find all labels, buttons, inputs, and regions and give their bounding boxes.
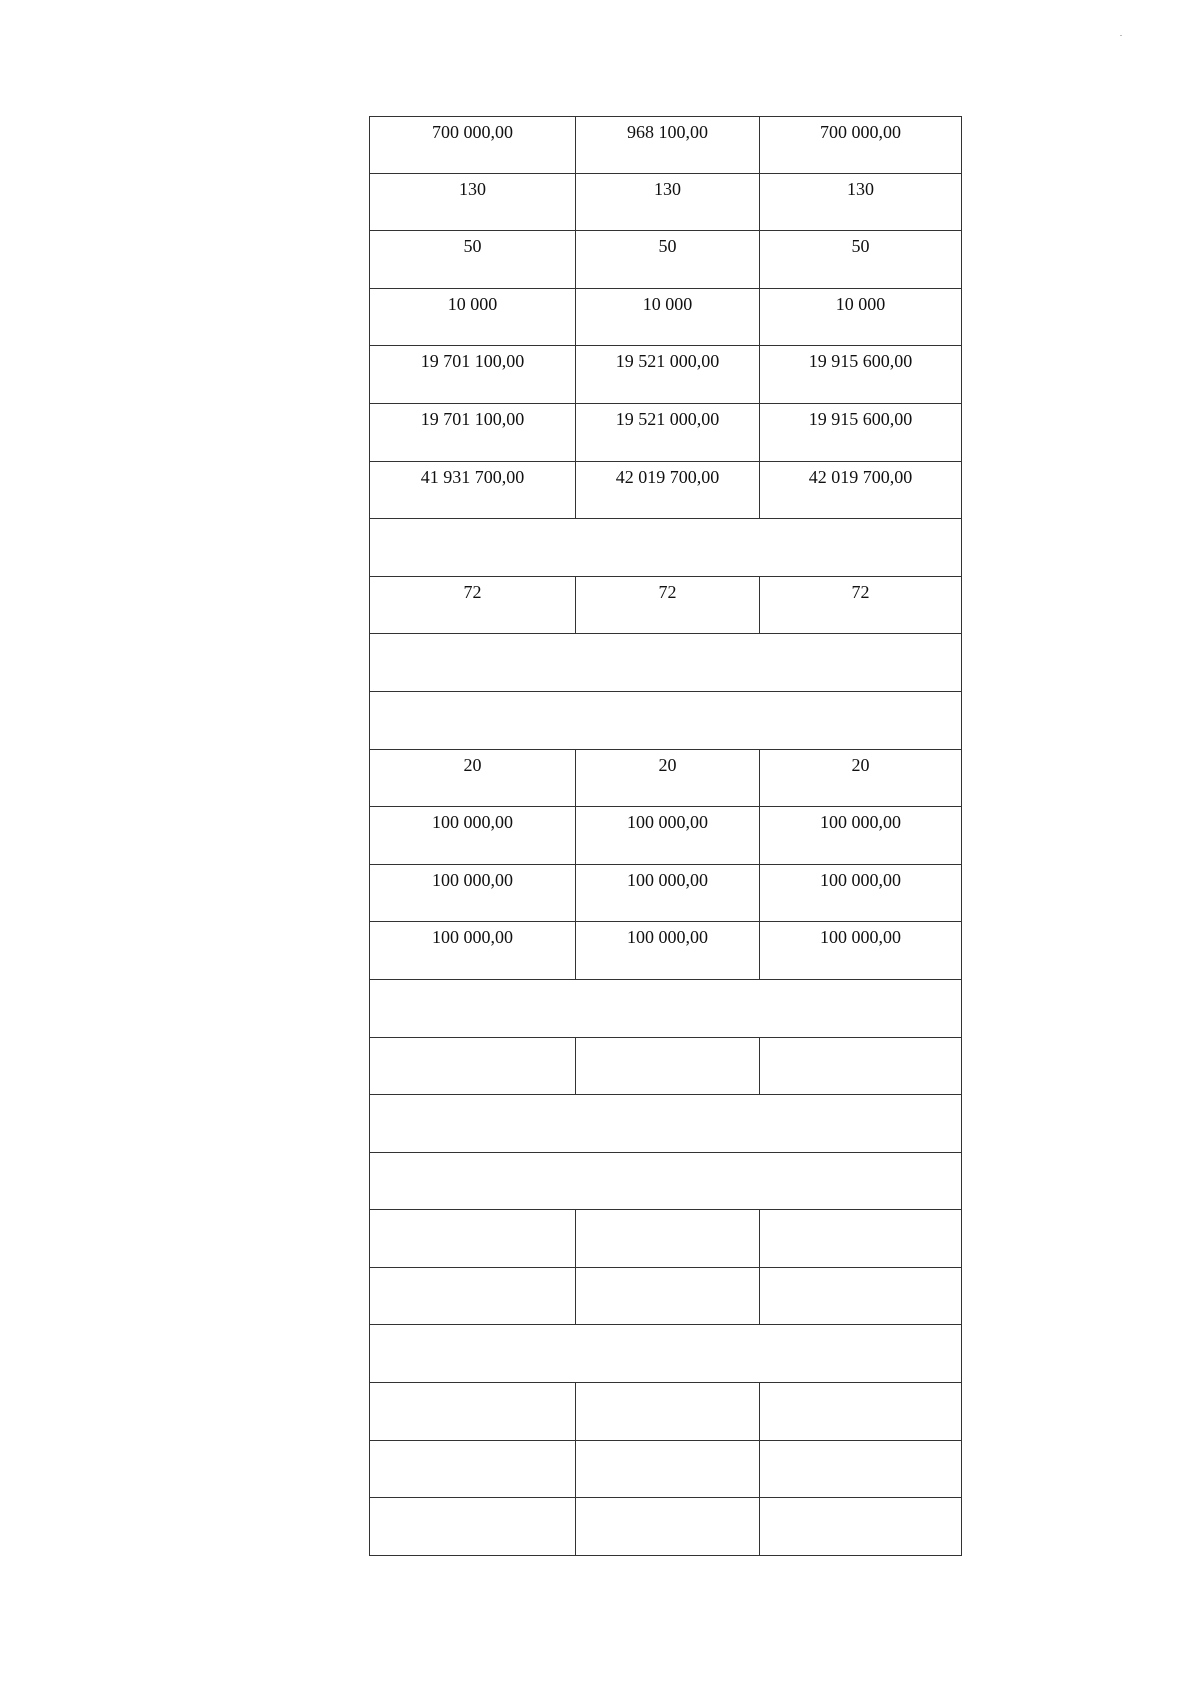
table-cell: 100 000,00 (576, 865, 760, 922)
table-cell: 19 915 600,00 (808, 408, 913, 429)
table-row (369, 404, 962, 462)
table-cell: 50 (576, 231, 760, 288)
table-cell: 100 000,00 (370, 865, 576, 922)
table-row (369, 116, 962, 174)
table-row (369, 1210, 962, 1268)
table-cell (370, 1210, 576, 1267)
table-cell (760, 1210, 961, 1267)
table-cell (760, 1498, 961, 1555)
table-cell (576, 1383, 760, 1440)
table-cell: 100 000,00 (576, 807, 760, 864)
table-cell: 42 019 700,00 (808, 466, 913, 487)
table-row (369, 462, 962, 520)
table-cell: 100 000,00 (576, 922, 760, 979)
table-row (369, 1383, 962, 1441)
table-row (369, 750, 962, 808)
table-cell (760, 1441, 961, 1498)
table-merged-row (369, 1325, 962, 1383)
table-merged-row (369, 519, 962, 577)
table-cell (370, 1383, 576, 1440)
table-cell (370, 1268, 576, 1325)
table-cell (576, 1498, 760, 1555)
table-cell: 72 (370, 577, 576, 634)
table-cell: 20 (851, 754, 870, 775)
table-cell: 700 000,00 (820, 122, 901, 142)
table-row (369, 922, 962, 980)
table-cell: 100 000,00 (820, 869, 901, 890)
table-cell: 20 (370, 750, 576, 807)
table-row (369, 231, 962, 289)
table-cell: 72 (851, 581, 870, 602)
table-row (369, 1268, 962, 1326)
table-row (369, 1441, 962, 1499)
table-cell: 41 931 700,00 (370, 462, 576, 519)
table-merged-row (369, 1095, 962, 1153)
table-row (369, 289, 962, 347)
table-cell (760, 1038, 961, 1095)
table-cell (370, 1038, 576, 1095)
table-cell: 130 (370, 174, 576, 231)
table-cell: 10 000 (370, 289, 576, 346)
table-cell: 10 000 (835, 293, 886, 314)
table-cell: 72 (576, 577, 760, 634)
table-row (369, 807, 962, 865)
table-cell: 130 (847, 178, 874, 199)
table-cell (760, 1268, 961, 1325)
table-cell: 42 019 700,00 (576, 462, 760, 519)
table-cell: 130 (576, 174, 760, 231)
table-cell: 50 (370, 231, 576, 288)
table-cell (760, 1383, 961, 1440)
table-merged-row (369, 634, 962, 692)
table-cell: 700 000,00 (370, 117, 576, 173)
table-merged-row (369, 1153, 962, 1211)
table-row (369, 174, 962, 232)
table-cell: 19 701 100,00 (370, 404, 576, 461)
table-cell (370, 1498, 576, 1555)
table-row (369, 1498, 962, 1556)
table-cell: 968 100,00 (576, 117, 760, 173)
table-cell (576, 1038, 760, 1095)
table-row (369, 577, 962, 635)
table-row (369, 1038, 962, 1096)
table-row (369, 865, 962, 923)
table-cell: 100 000,00 (370, 807, 576, 864)
table-cell (576, 1441, 760, 1498)
table-cell: 19 521 000,00 (576, 346, 760, 403)
table-cell: 19 915 600,00 (808, 351, 913, 372)
table-cell: 20 (576, 750, 760, 807)
table-cell (370, 1441, 576, 1498)
table-cell: 10 000 (576, 289, 760, 346)
table-cell: 100 000,00 (820, 927, 901, 948)
table-cell (576, 1268, 760, 1325)
table-cell: 50 (851, 236, 870, 257)
table-merged-row (369, 980, 962, 1038)
table-cell: 100 000,00 (370, 922, 576, 979)
table-cell: 100 000,00 (820, 812, 901, 833)
table-row (369, 346, 962, 404)
financial-table (369, 116, 962, 1556)
table-cell: 19 701 100,00 (370, 346, 576, 403)
table-cell (576, 1210, 760, 1267)
table-merged-row (369, 692, 962, 750)
table-cell: 19 521 000,00 (576, 404, 760, 461)
scan-speck (1120, 35, 1122, 36)
